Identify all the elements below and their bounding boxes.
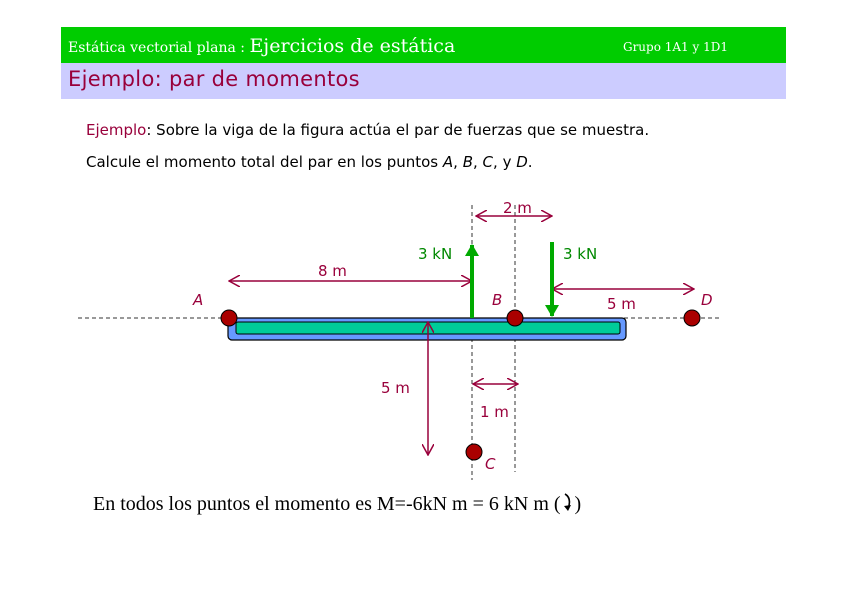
label-dist-2m: 2 m <box>503 199 532 217</box>
statement-point-d: D <box>516 153 528 171</box>
header-section: Ejercicios de estática <box>249 35 456 57</box>
label-point-c: C <box>485 455 496 473</box>
statement-point-c: C <box>482 153 494 171</box>
statement-point-b: B <box>462 153 473 171</box>
slide-title: Ejemplo: par de momentos <box>68 67 360 91</box>
statement-comma: , <box>453 153 463 171</box>
statement-period: . <box>527 153 533 171</box>
label-force-up: 3 kN <box>418 245 453 263</box>
label-dist-5m-right: 5 m <box>607 295 636 313</box>
clockwise-rotation-icon <box>561 492 575 514</box>
point-d-marker <box>684 310 700 326</box>
statement-and: , y <box>493 153 517 171</box>
conclusion-close: ) <box>574 493 582 515</box>
statement-point-a: A <box>442 153 454 171</box>
statement-line2-text: Calcule el momento total del par en los puntos <box>86 153 443 171</box>
label-dist-5m-down: 5 m <box>381 379 410 397</box>
label-point-a: A <box>193 291 204 309</box>
label-force-down: 3 kN <box>563 245 598 263</box>
label-dist-8m: 8 m <box>318 262 347 280</box>
label-point-b: B <box>492 291 503 309</box>
label-dist-1m: 1 m <box>480 403 509 421</box>
header-course: Estática vectorial plana <box>68 40 236 56</box>
conclusion-line <box>93 492 581 516</box>
point-c-marker <box>466 444 482 460</box>
statement-line1-text: : Sobre la viga de la figura actúa el par de fuerzas que se muestra. <box>146 121 650 139</box>
label-point-d: D <box>701 291 713 309</box>
conclusion-text: En todos los puntos el momento es M=-6kN m = 6 kN m ( <box>93 493 561 515</box>
header-group: Grupo 1A1 y 1D1 <box>622 40 728 54</box>
point-b-marker <box>507 310 523 326</box>
point-a-marker <box>221 310 237 326</box>
header-separator: : <box>235 40 250 56</box>
statement-comma: , <box>473 153 483 171</box>
statement-keyword: Ejemplo <box>86 121 147 139</box>
